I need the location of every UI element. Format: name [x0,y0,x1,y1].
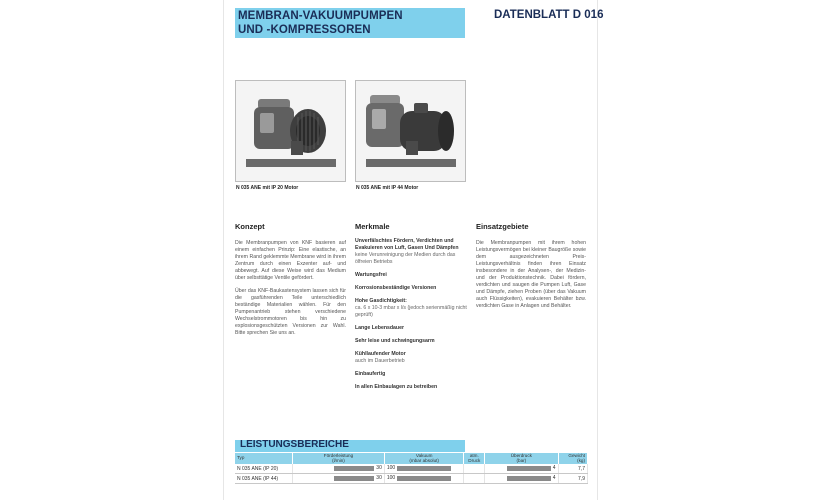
photo-caption-ip44: N 035 ANE mit IP 44 Motor [356,185,419,191]
col-atm: atm. Druck [464,453,485,464]
feature-heading: Kühllaufender Motor [355,351,406,357]
feature-item [355,285,467,292]
pump-ip44-illustration [356,81,465,181]
section-heading-merkmale: Merkmale [355,222,390,231]
vakuum-bar [397,476,451,481]
einsatz-text [476,240,586,316]
feature-heading: Lange Lebensdauer [355,325,405,331]
table-row [235,464,588,474]
cell-gewicht: 7,7 [558,464,588,474]
einsatz-paragraph: Die Membranpumpen mit ihrem hohen Leistungsvermögen bei kleiner Baugröße sowie dem ausgezeichneten Preis-Leistungsverhältnis finden ihren Einsatz insbesondere in der Analysen-, der Medizin- und der Produktionstechnik. Dabei fördern, verdichten und saugen die Pumpen Luft, Gase und Dämpfe, ziehen Proben (über das Vakuum auch Flüssigkeiten), evakuieren Behälter bzw. verdichten Gase in Anlagen und Behälter. [476,240,586,309]
cell-ueber: 4 [485,464,558,474]
section-heading-konzept: Konzept [235,222,265,231]
feature-text: auch im Dauerbetrieb [355,358,405,364]
col-ueber: Überdruck (bar) [485,453,558,464]
feature-heading: Sehr leise und schwingungsarm [355,338,435,344]
vakuum-bar [397,466,451,471]
col-foerder: Förderleistung (l/min) [293,453,385,464]
feature-heading: Hohe Gasdichtigkeit: [355,298,407,304]
cell-ueber: 4 [485,474,558,484]
feature-heading: In allen Einbaulagen zu betreiben [355,384,438,390]
feature-item [355,384,467,391]
ueber-bar [507,476,551,481]
cell-vakuum: 100 [384,464,464,474]
foerder-bar [334,476,374,481]
feature-item [355,298,467,319]
merkmale-list [355,238,467,397]
feature-item [355,371,467,378]
col-typ: Typ [235,453,293,464]
cell-typ: N 035 ANE (IP 20) [235,464,293,474]
leistung-heading: LEISTUNGSBEREICHE [240,439,349,450]
col-gewicht: Gewicht (kg) [558,453,588,464]
cell-foerder: 30 [293,464,385,474]
feature-heading: Korrosionsbeständige Versionen [355,285,437,291]
cell-vakuum: 100 [384,474,464,484]
foerder-bar [334,466,374,471]
photo-caption-ip20: N 035 ANE mit IP 20 Motor [236,185,299,191]
feature-item [355,338,467,345]
feature-heading: Wartungsfrei [355,272,387,278]
ueber-bar [507,466,551,471]
cell-atm [464,474,485,484]
pump-ip20-illustration [236,81,345,181]
pump-photo-ip20 [235,80,346,182]
konzept-paragraph-1: Die Membranpumpen von KNF basieren auf einem einfachen Prinzip: Eine elastische, an ihrem Rand geklemmte Membrane wird in ihrem Zentrum durch einen Exzenter auf- und abbewegt. Auf diese Weise wird das Medium über selbsttätige Ventile gefördert. [235,240,346,281]
feature-item [355,325,467,332]
feature-text: ca. 6 x 10-3 mbar x l/s (jedoch serienmäßig nicht geprüft) [355,305,467,318]
cell-typ: N 035 ANE (IP 44) [235,474,293,484]
feature-item [355,238,467,266]
feature-item [355,272,467,279]
table-row [235,474,588,484]
feature-text: keine Verunreinigung der Medien durch das ölfreien Betriebs [355,252,456,265]
section-heading-einsatz: Einsatzgebiete [476,222,529,231]
page-title [238,9,403,37]
datasheet-number: DATENBLATT D 016 [494,9,604,21]
cell-atm [464,464,485,474]
feature-heading: Unverfälschtes Fördern, Verdichten und Evakuieren von Luft, Gasen Und Dämpfen [355,238,459,251]
pump-photo-ip44 [355,80,466,182]
col-vakuum: Vakuum (mbar absolut) [384,453,464,464]
table-header-row [235,453,588,464]
title-line-2: UND -KOMPRESSOREN [238,24,371,36]
cell-gewicht: 7,9 [558,474,588,484]
cell-foerder: 30 [293,474,385,484]
feature-heading: Einbaufertig [355,371,386,377]
performance-table [235,453,588,484]
konzept-paragraph-2: Über das KNF-Baukastensystem lassen sich für die gasführenden Teile unterschiedlich beständige Materialien wählen. Für den Pumpenantrieb stehen verschiedene Wechselstrommotoren bis hin zu explosionsgeschützten Versionen zur Wahl. Bitte sprechen Sie uns an. [235,288,346,336]
konzept-text [235,240,346,343]
feature-item [355,351,467,365]
title-line-1: MEMBRAN-VAKUUMPUMPEN [238,10,403,22]
